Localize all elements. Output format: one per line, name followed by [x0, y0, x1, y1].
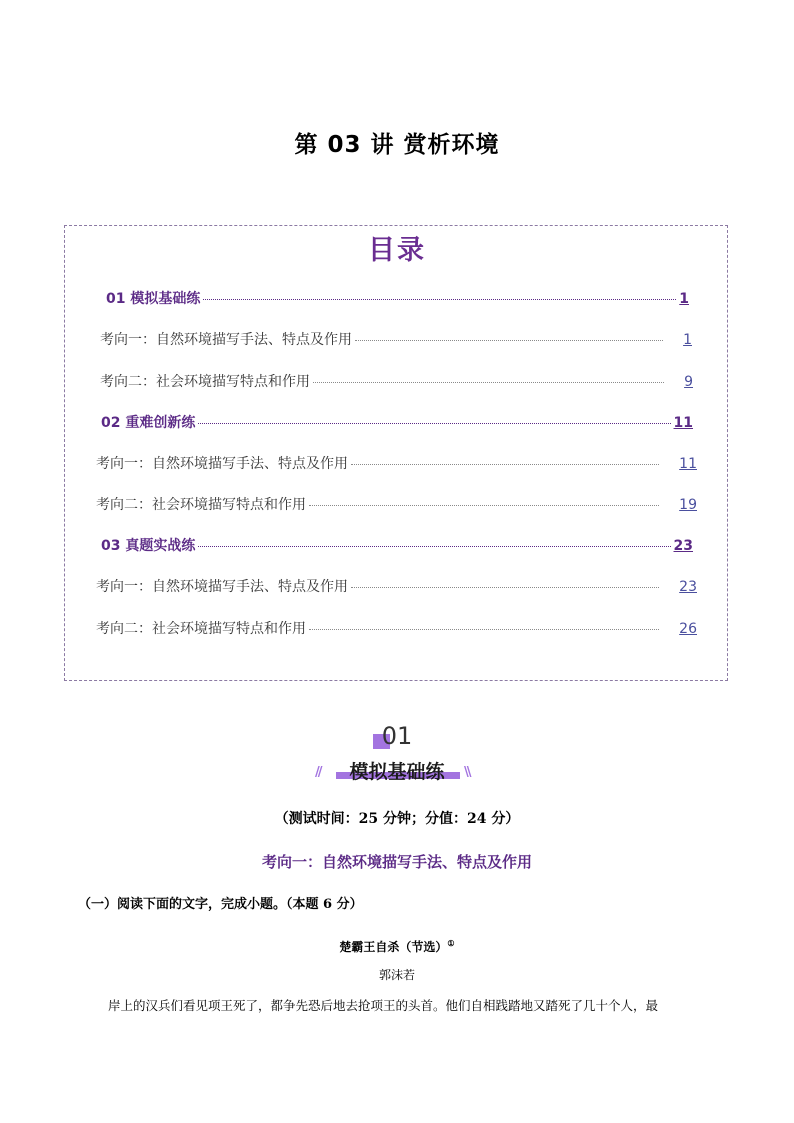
toc-entry-section-01[interactable] [106, 288, 689, 308]
toc-leader-dots [351, 464, 659, 465]
toc-entry-03-kx2[interactable] [96, 618, 697, 638]
toc-entry-page[interactable]: 11 [679, 456, 697, 472]
toc-entry-page[interactable]: 23 [679, 579, 697, 595]
kaoxiang-title: 考向一：自然环境描写手法、特点及作用 [261, 853, 532, 871]
toc-leader-dots [351, 587, 659, 588]
toc-entry-label: 考向二：社会环境描写特点和作用 [96, 497, 306, 513]
section-title: 模拟基础练 [349, 761, 445, 783]
toc-entry-page[interactable]: 11 [673, 415, 693, 431]
toc-entry-section-03[interactable] [101, 535, 693, 555]
toc-entry-label: 考向一：自然环境描写手法、特点及作用 [100, 332, 352, 348]
toc-entry-label: 考向二：社会环境描写特点和作用 [100, 374, 310, 390]
footnote-mark: ① [447, 938, 455, 948]
toc-entry-01-kx1[interactable] [100, 329, 692, 349]
toc-entry-page[interactable]: 23 [673, 538, 693, 554]
toc-entry-label: 考向一：自然环境描写手法、特点及作用 [96, 456, 348, 472]
article-title [0, 938, 794, 955]
toc-entry-page[interactable]: 1 [683, 332, 692, 348]
toc-entry-label: 考向一：自然环境描写手法、特点及作用 [96, 579, 348, 595]
toc-entry-03-kx1[interactable] [96, 576, 697, 596]
article-title-text: 楚霸王自杀（节选） [339, 940, 448, 954]
article-author: 郭沫若 [378, 968, 415, 982]
toc-leader-dots [198, 423, 670, 424]
article-paragraph: 岸上的汉兵们看见项王死了，都争先恐后地去抢项王的头首。他们自相践踏地又踏死了几十个人，最 [108, 998, 659, 1013]
toc-entry-section-02[interactable] [101, 412, 693, 432]
toc-leader-dots [313, 382, 664, 383]
toc-entry-01-kx2[interactable] [100, 371, 693, 391]
toc-leader-dots [198, 546, 670, 547]
slash-deco-right-icon: \\ [464, 765, 470, 780]
toc-entry-02-kx2[interactable] [96, 494, 697, 514]
question-intro: （一）阅读下面的文字，完成小题。（本题 6 分） [78, 897, 363, 912]
toc-heading: 目录 [368, 235, 426, 266]
toc-entry-label: 01 模拟基础练 [106, 291, 201, 307]
toc-entry-page[interactable]: 19 [679, 497, 697, 513]
toc-leader-dots [203, 299, 676, 300]
toc-entry-label: 考向二：社会环境描写特点和作用 [96, 621, 306, 637]
section-number: 01 [381, 722, 413, 750]
toc-entry-page[interactable]: 1 [679, 291, 689, 307]
page-title: 第 03 讲 赏析环境 [294, 132, 500, 158]
toc-leader-dots [309, 629, 659, 630]
toc-entry-page[interactable]: 9 [684, 374, 693, 390]
slash-deco-left-icon: // [315, 765, 321, 780]
test-info: （测试时间：25 分钟；分值：24 分） [274, 811, 520, 827]
toc-leader-dots [355, 340, 663, 341]
toc-entry-page[interactable]: 26 [679, 621, 697, 637]
toc-leader-dots [309, 505, 659, 506]
toc-entry-label: 02 重难创新练 [101, 415, 196, 431]
toc-entry-02-kx1[interactable] [96, 453, 697, 473]
toc-entry-label: 03 真题实战练 [101, 538, 196, 554]
